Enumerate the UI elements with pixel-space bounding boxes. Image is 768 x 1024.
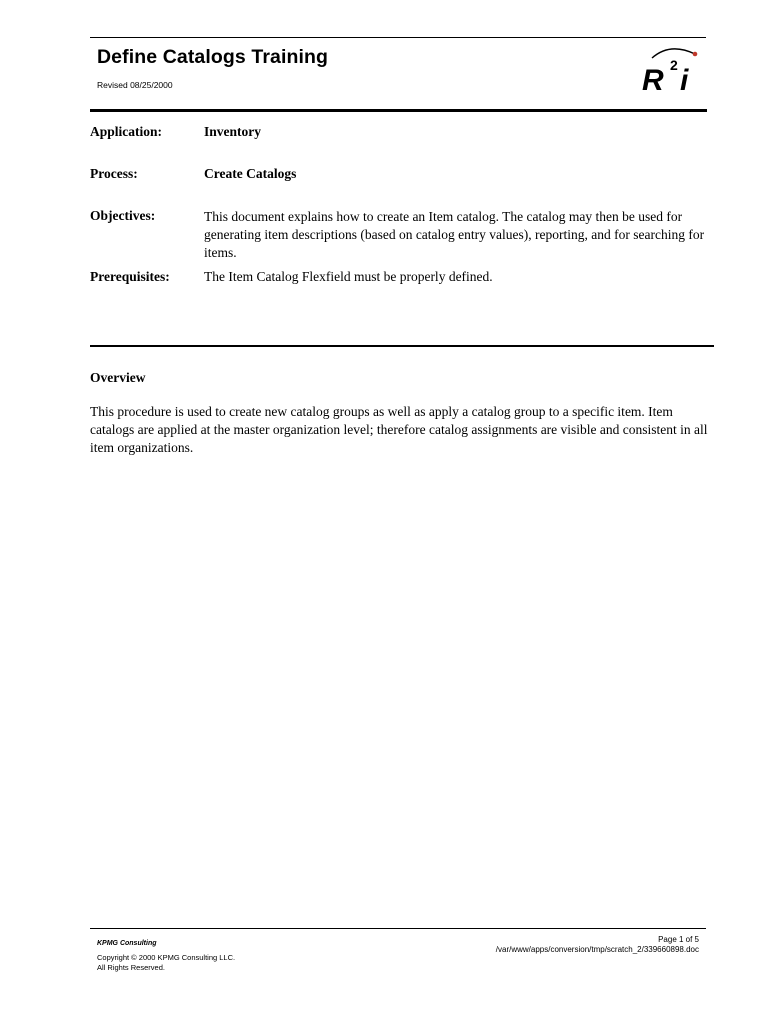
footer-company: KPMG Consulting	[97, 940, 157, 947]
overview-heading: Overview	[90, 370, 146, 385]
overview-body: This procedure is used to create new catalog groups as well as apply a catalog group to a specific item. Item catalogs are applied at the master organization level; therefore catalog assignments are visible and consistent in all item organizations.	[90, 404, 708, 455]
footer-rule	[90, 928, 706, 929]
file-path: /var/www/apps/conversion/tmp/scratch_2/339660898.doc	[495, 945, 699, 954]
r2i-logo	[640, 44, 702, 94]
header-top-rule	[90, 37, 706, 38]
copyright-line-2: All Rights Reserved.	[97, 963, 165, 972]
svg-text:2: 2	[670, 57, 678, 73]
process-value: Create Catalogs	[204, 166, 297, 181]
prerequisites-label: Prerequisites:	[90, 269, 170, 284]
process-label: Process:	[90, 166, 138, 181]
objectives-label: Objectives:	[90, 208, 156, 223]
application-label: Application:	[90, 124, 163, 139]
header-bottom-rule	[90, 109, 707, 112]
document-title: Define Catalogs Training	[97, 46, 329, 68]
application-value: Inventory	[204, 124, 261, 139]
svg-text:i: i	[680, 64, 689, 94]
svg-text:R: R	[642, 64, 664, 94]
r2i-logo-icon	[640, 44, 702, 94]
revised-date: Revised 08/25/2000	[97, 80, 173, 90]
section-divider	[90, 345, 714, 347]
copyright-line-1: Copyright © 2000 KPMG Consulting LLC.	[97, 953, 236, 962]
footer-copyright	[97, 953, 235, 973]
prerequisites-value: The Item Catalog Flexfield must be properly defined.	[204, 269, 493, 284]
page-number: Page 1 of 5	[658, 935, 699, 944]
logo-dot	[693, 52, 698, 57]
objectives-value: This document explains how to create an Item catalog. The catalog may then be used for generating item descriptions (based on catalog entry values), reporting, and for searching for items.	[204, 209, 705, 260]
